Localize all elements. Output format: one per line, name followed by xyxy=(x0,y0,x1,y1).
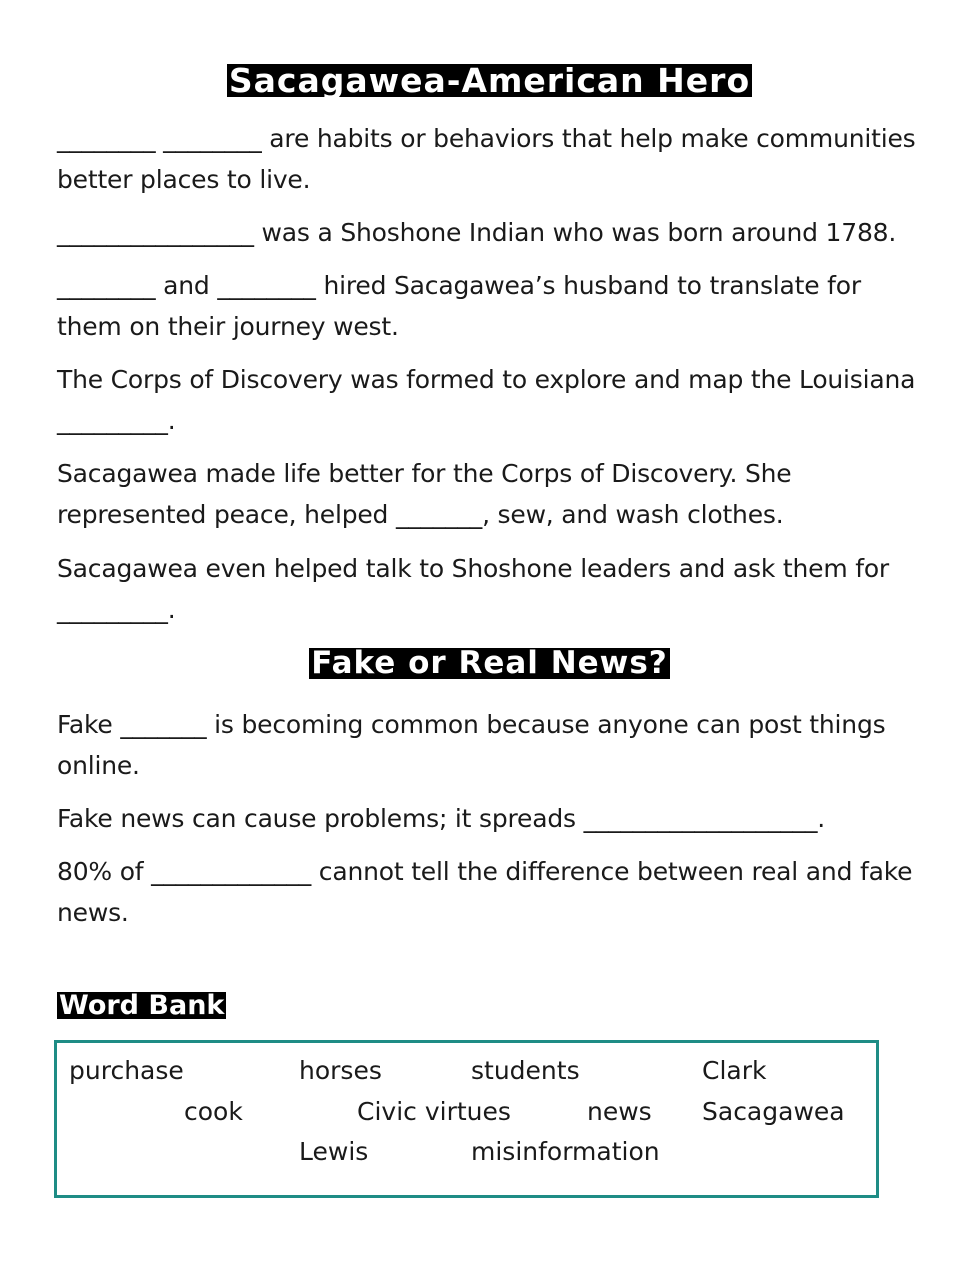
word-bank-box xyxy=(54,1040,879,1198)
word-bank-word: cook xyxy=(184,1097,243,1126)
word-bank-word: Clark xyxy=(702,1056,767,1085)
word-bank-word: students xyxy=(471,1056,580,1085)
fill-in-sentence-louisiana-purchase: The Corps of Discovery was formed to explore and map the Louisiana _________. xyxy=(57,365,916,435)
word-bank-word: horses xyxy=(299,1056,382,1085)
word-bank-word: Sacagawea xyxy=(702,1097,845,1126)
fill-in-sentence-misinformation: Fake news can cause problems; it spreads ___________________. xyxy=(57,804,826,833)
fill-in-sentence-civic-virtues: ________ ________ are habits or behaviors that help make communities better places to live. xyxy=(57,124,916,194)
word-bank-word: purchase xyxy=(69,1056,184,1085)
fill-in-sentence-lewis-clark: ________ and ________ hired Sacagawea’s husband to translate for them on their journey west. xyxy=(57,271,861,341)
fill-in-sentence-cook: Sacagawea made life better for the Corps of Discovery. She represented peace, helped _______, sew, and wash clothes. xyxy=(57,459,792,529)
fake-news-section-title xyxy=(0,645,979,681)
word-bank-word: Civic virtues xyxy=(357,1097,511,1126)
worksheet-title xyxy=(0,62,979,100)
fill-in-sentence-horses: Sacagawea even helped talk to Shoshone leaders and ask them for _________. xyxy=(57,554,890,624)
fake-news-section-title-text: Fake or Real News? xyxy=(311,645,668,681)
fill-in-sentence-students: 80% of _____________ cannot tell the difference between real and fake news. xyxy=(57,857,913,927)
worksheet-title-text: Sacagawea-American Hero xyxy=(228,61,751,100)
fill-in-sentence-sacagawea: ________________ was a Shoshone Indian who was born around 1788. xyxy=(57,218,897,247)
word-bank-heading xyxy=(57,992,226,1019)
word-bank-word: misinformation xyxy=(471,1137,660,1166)
word-bank-word: Lewis xyxy=(299,1137,369,1166)
fill-in-sentence-news: Fake _______ is becoming common because anyone can post things online. xyxy=(57,710,886,780)
word-bank-heading-text: Word Bank xyxy=(59,990,225,1021)
word-bank-word: news xyxy=(587,1097,652,1126)
